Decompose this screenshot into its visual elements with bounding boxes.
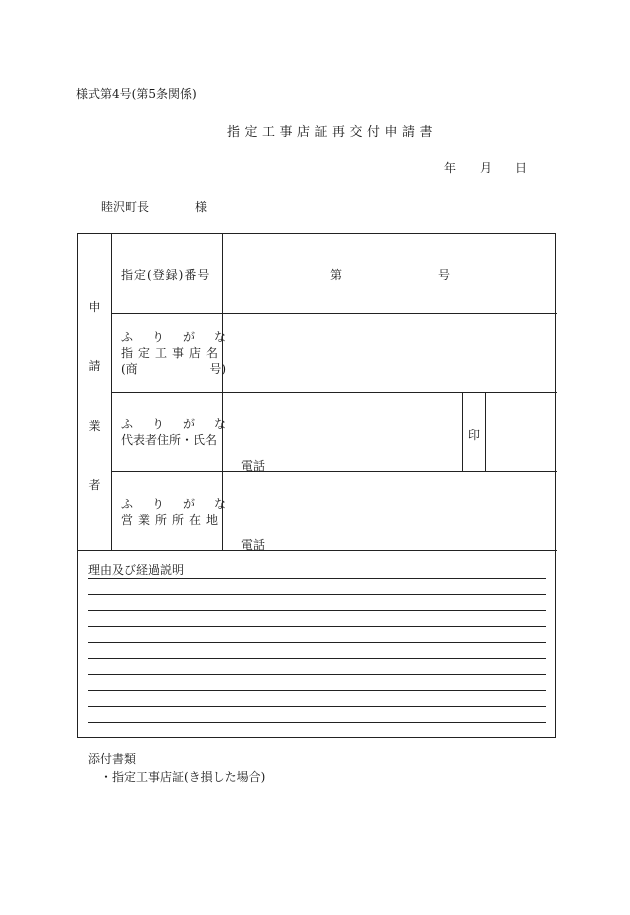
form-number: 様式第4号(第5条関係) bbox=[76, 87, 197, 101]
reason-text-area[interactable] bbox=[88, 580, 546, 730]
representative-label-block bbox=[121, 416, 226, 448]
office-location-field[interactable] bbox=[228, 476, 550, 532]
furigana-char: り bbox=[151, 330, 164, 344]
shop-name-label: 指定工事店名 bbox=[121, 346, 224, 360]
furigana-row bbox=[121, 329, 226, 345]
designation-prefix: 第 bbox=[330, 268, 343, 282]
furigana-char: が bbox=[182, 497, 195, 511]
section-divider bbox=[78, 550, 557, 551]
applicant-label-char: 者 bbox=[88, 478, 101, 492]
designation-suffix: 号 bbox=[438, 268, 451, 282]
office-phone-label: 電話 bbox=[241, 538, 266, 552]
furigana-char: な bbox=[213, 417, 226, 431]
furigana-char: ふ bbox=[121, 330, 134, 344]
seal-label: 印 bbox=[468, 428, 481, 442]
applicant-label-char: 申 bbox=[88, 300, 101, 314]
application-form-table bbox=[77, 233, 556, 738]
row-divider bbox=[111, 471, 557, 472]
date-year-label: 年 bbox=[444, 161, 457, 175]
furigana-row bbox=[121, 416, 226, 432]
furigana-char: な bbox=[213, 330, 226, 344]
date-month-label: 月 bbox=[480, 161, 493, 175]
shop-name-field[interactable] bbox=[228, 318, 550, 386]
furigana-char: ふ bbox=[121, 497, 134, 511]
attachments-heading: 添付書類 bbox=[88, 752, 137, 766]
row-divider bbox=[111, 313, 557, 314]
seal-right-divider bbox=[485, 392, 486, 471]
applicant-label-char: 請 bbox=[88, 359, 101, 373]
applicant-label-char: 業 bbox=[88, 419, 101, 433]
representative-label: 代表者住所・氏名 bbox=[121, 433, 218, 447]
addressee: 睦沢町長 bbox=[101, 200, 150, 214]
office-label-block bbox=[121, 496, 226, 528]
designation-number-field[interactable] bbox=[346, 258, 434, 288]
furigana-char: り bbox=[151, 417, 164, 431]
representative-field[interactable] bbox=[228, 397, 456, 453]
shop-name-label-block bbox=[121, 329, 226, 377]
furigana-row bbox=[121, 496, 226, 512]
ruled-line bbox=[88, 578, 546, 579]
seal-stamp-area[interactable] bbox=[489, 397, 551, 465]
furigana-char: な bbox=[213, 497, 226, 511]
seal-left-divider bbox=[462, 392, 463, 471]
page-title: 指定工事店証再交付申請書 bbox=[227, 125, 438, 140]
date-day-label: 日 bbox=[515, 161, 528, 175]
reason-label: 理由及び経過説明 bbox=[88, 563, 185, 577]
furigana-char: が bbox=[182, 417, 195, 431]
trade-name-row bbox=[121, 361, 226, 377]
trade-name-open: (商 bbox=[121, 362, 138, 376]
furigana-char: ふ bbox=[121, 417, 134, 431]
furigana-char: り bbox=[151, 497, 164, 511]
addressee-honorific: 様 bbox=[195, 200, 208, 214]
office-location-label: 営業所所在地 bbox=[121, 513, 224, 527]
trade-name-close: 号) bbox=[209, 362, 226, 376]
row-divider bbox=[111, 392, 557, 393]
furigana-char: が bbox=[182, 330, 195, 344]
designation-number-label: 指定(登録)番号 bbox=[121, 268, 211, 282]
representative-phone-label: 電話 bbox=[241, 459, 266, 473]
attachment-item: ・指定工事店証(き損した場合) bbox=[100, 770, 266, 784]
